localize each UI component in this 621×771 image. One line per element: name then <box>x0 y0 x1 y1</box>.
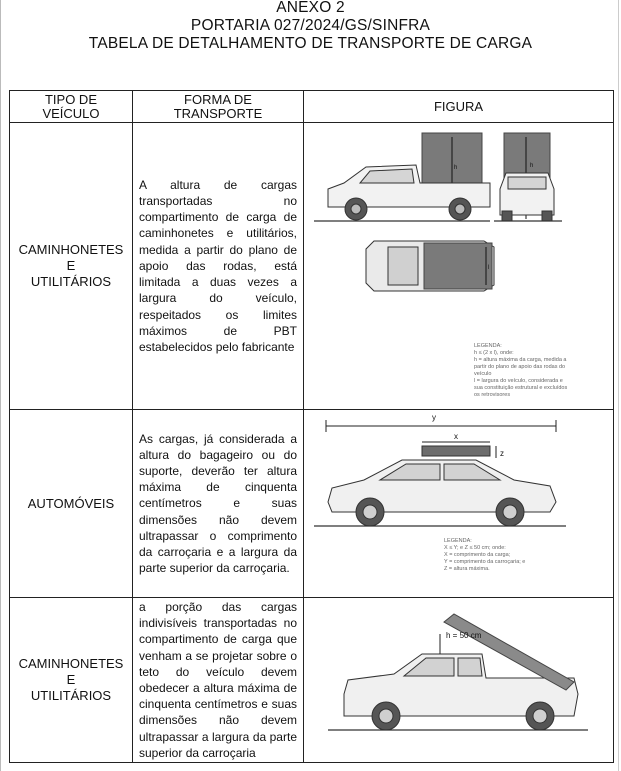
pickup-top-view <box>366 241 494 291</box>
pickup-projecting-cargo-figure <box>304 598 612 762</box>
transport-description-cell: As cargas, já considerada a altura do bagageiro ou do suporte, deverão ter altura máxima de cinquenta centímetros e suas dimensões não devem ultrapassar o comprimento da carroçaria e a largura da parte superior da carroçaria. <box>133 410 304 598</box>
vehicle-type-cell: AUTOMÓVEIS <box>10 410 133 598</box>
page-edge-left <box>0 0 1 771</box>
transport-description-cell: A altura de cargas transportadas no compartimento de carga de caminhonetes e utilitários, medida a partir do plano de apoio das rodas, está limitada a duas vezes a largura do veículo, respeitados os limites máximos de PBT estabelecidos pelo fabricante <box>133 123 304 410</box>
figure-cell <box>304 123 614 410</box>
annex-title: ANEXO 2 <box>276 0 345 16</box>
dimension-label-z: z <box>500 449 504 458</box>
dimension-label-x: x <box>454 432 458 441</box>
vehicle-type-cell: CAMINHONETES E UTILITÁRIOS <box>10 598 133 763</box>
page-edge-right <box>618 0 619 771</box>
height-label: h = 50 cm <box>446 631 482 640</box>
ordinance-title: PORTARIA 027/2024/GS/SINFRA <box>190 17 431 34</box>
table-row <box>10 598 614 763</box>
table-row <box>10 123 614 410</box>
column-header-vehicle-type: TIPO DE VEÍCULO <box>10 91 133 123</box>
cargo-transport-table <box>9 90 614 763</box>
table-header-row <box>10 91 614 123</box>
column-header-figure: FIGURA <box>304 91 614 123</box>
document-header <box>0 0 621 53</box>
figure-legend: LEGENDA: h ≤ (2 x l), onde: h = altura máxima da carga, medida a partir do plano de apoio das rodas do veículo l = largura do veículo, considerada e sua constituição estrutural e excluídos os retrovisores <box>474 343 568 398</box>
transport-description-cell: a porção das cargas indivisíveis transportadas no compartimento de carga que venham a se projetar sobre o teto do veículo devem obedecer a altura máxima de cinquenta centímetros e suas dimensões não devem ultrapassar a largura da parte superior da carroçaria <box>133 598 304 763</box>
vehicle-type-cell: CAMINHONETES E UTILITÁRIOS <box>10 123 133 410</box>
table-row <box>10 410 614 598</box>
dimension-label-y: y <box>432 413 436 422</box>
roof-cargo-box <box>422 446 490 456</box>
height-label-rear: h <box>530 163 534 169</box>
height-label-side: h <box>454 165 458 171</box>
table-title: TABELA DE DETALHAMENTO DE TRANSPORTE DE CARGA <box>88 35 533 52</box>
width-label-top: l <box>488 265 490 271</box>
sedan-side-view <box>328 460 556 526</box>
figure-cell <box>304 598 614 763</box>
figure-cell <box>304 410 614 598</box>
pickup-rear-view <box>500 133 554 221</box>
column-header-transport-form: FORMA DE TRANSPORTE <box>133 91 304 123</box>
pickup-side-view <box>328 133 490 220</box>
figure-legend: LEGENDA: X ≤ Y; e Z ≤ 50 cm; onde: X = comprimento da carga; Y = comprimento da carroçaria; e Z = altura máxima. <box>444 538 526 572</box>
